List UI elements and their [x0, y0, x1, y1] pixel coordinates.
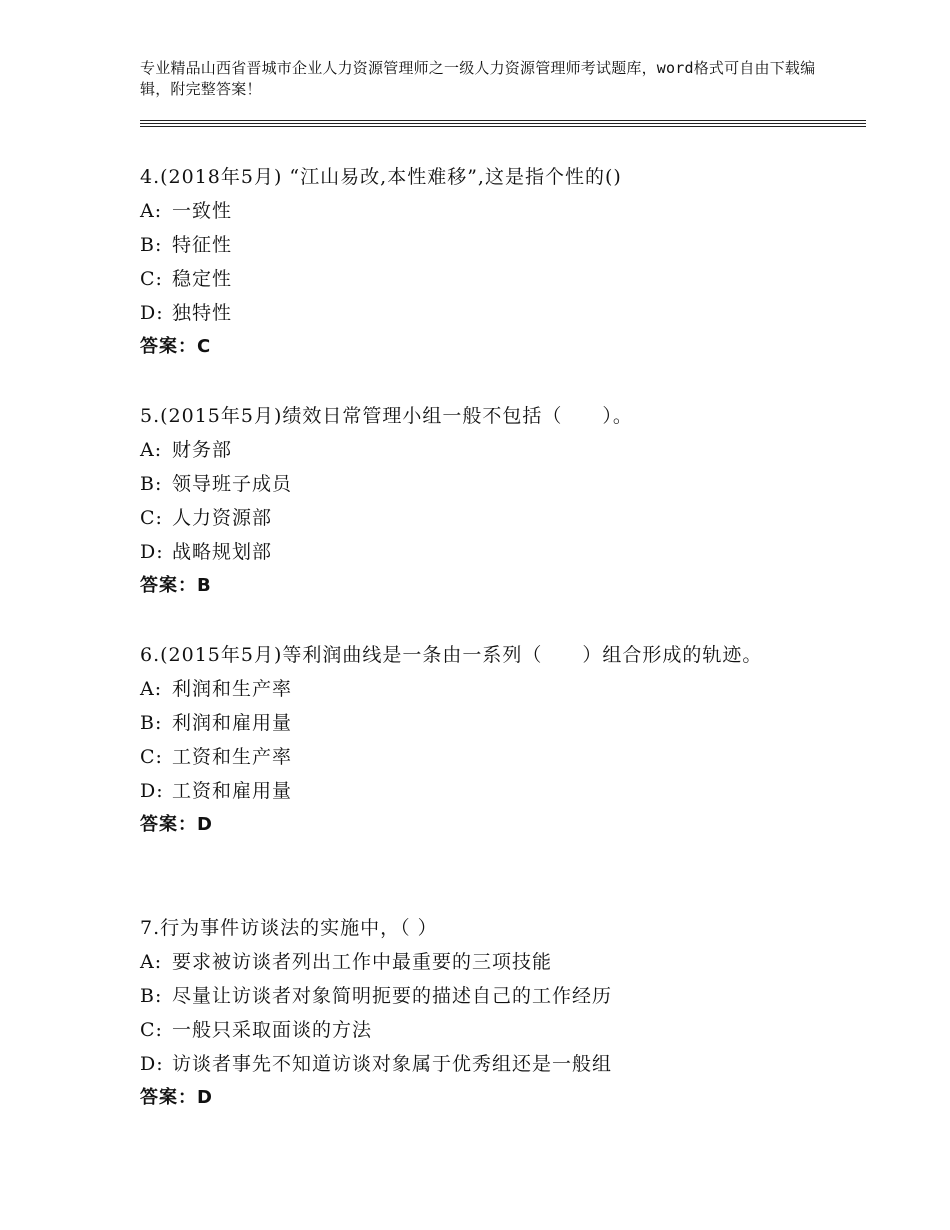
- option-text: 人力资源部: [172, 507, 273, 529]
- option-text: 一致性: [172, 200, 233, 222]
- option-text: 领导班子成员: [172, 473, 293, 495]
- option-d: [140, 1047, 800, 1081]
- question-stem: 4.(2018年5月) “江山易改,本性难移”,这是指个性的(): [140, 166, 622, 188]
- option-d: [140, 296, 800, 330]
- answer-value: D: [197, 814, 213, 835]
- answer-label: 答案：: [140, 575, 197, 596]
- option-key: B:: [140, 473, 163, 495]
- option-text: 利润和生产率: [172, 678, 293, 700]
- option-b: [140, 706, 800, 740]
- option-text: 利润和雇用量: [172, 712, 293, 734]
- option-c: [140, 740, 800, 774]
- option-key: D:: [140, 302, 164, 324]
- option-b: [140, 467, 800, 501]
- question-block: [140, 399, 800, 603]
- answer: [140, 1081, 800, 1115]
- option-key: A:: [140, 678, 163, 700]
- option-key: D:: [140, 780, 164, 802]
- answer-value: D: [197, 1087, 213, 1108]
- option-key: C:: [140, 507, 163, 529]
- option-a: [140, 194, 800, 228]
- option-text: 稳定性: [172, 268, 233, 290]
- option-text: 尽量让访谈者对象简明扼要的描述自己的工作经历: [172, 985, 613, 1007]
- option-c: [140, 262, 800, 296]
- option-key: C:: [140, 746, 163, 768]
- option-c: [140, 501, 800, 535]
- document-header: 专业精品山西省晋城市企业人力资源管理师之一级人力资源管理师考试题库，word格式可自由下载编辑，附完整答案！: [140, 59, 816, 98]
- answer-value: B: [197, 575, 212, 596]
- question-block: [140, 911, 800, 1115]
- option-text: 独特性: [172, 302, 233, 324]
- option-a: [140, 433, 800, 467]
- answer-value: C: [197, 336, 212, 357]
- option-d: [140, 535, 800, 569]
- question-stem: 5.(2015年5月)绩效日常管理小组一般不包括（ ）。: [140, 405, 633, 427]
- option-text: 战略规划部: [172, 541, 273, 563]
- question-block: [140, 160, 800, 364]
- question-block: [140, 638, 800, 842]
- answer: [140, 330, 800, 364]
- header-rule: [140, 120, 866, 121]
- answer: [140, 808, 800, 842]
- option-text: 一般只采取面谈的方法: [172, 1019, 373, 1041]
- option-text: 要求被访谈者列出工作中最重要的三项技能: [172, 951, 553, 973]
- answer-label: 答案：: [140, 336, 197, 357]
- option-key: C:: [140, 1019, 163, 1041]
- option-a: [140, 672, 800, 706]
- answer-label: 答案：: [140, 1087, 197, 1108]
- option-text: 工资和生产率: [172, 746, 293, 768]
- option-key: D:: [140, 541, 164, 563]
- option-b: [140, 228, 800, 262]
- option-text: 特征性: [172, 234, 233, 256]
- question-stem: 7.行为事件访谈法的实施中，（ ）: [140, 917, 438, 939]
- option-key: B:: [140, 712, 163, 734]
- option-a: [140, 945, 800, 979]
- option-key: C:: [140, 268, 163, 290]
- option-key: A:: [140, 439, 163, 461]
- option-key: B:: [140, 985, 163, 1007]
- option-d: [140, 774, 800, 808]
- option-c: [140, 1013, 800, 1047]
- option-text: 访谈者事先不知道访谈对象属于优秀组还是一般组: [172, 1053, 613, 1075]
- option-key: D:: [140, 1053, 164, 1075]
- header-rule: [140, 126, 866, 127]
- option-key: B:: [140, 234, 163, 256]
- option-key: A:: [140, 200, 163, 222]
- question-stem: 6.(2015年5月)等利润曲线是一条由一系列（ ）组合形成的轨迹。: [140, 644, 763, 666]
- option-text: 财务部: [172, 439, 233, 461]
- answer: [140, 569, 800, 603]
- option-key: A:: [140, 951, 163, 973]
- header-rule: [140, 123, 866, 124]
- option-text: 工资和雇用量: [172, 780, 293, 802]
- option-b: [140, 979, 800, 1013]
- answer-label: 答案：: [140, 814, 197, 835]
